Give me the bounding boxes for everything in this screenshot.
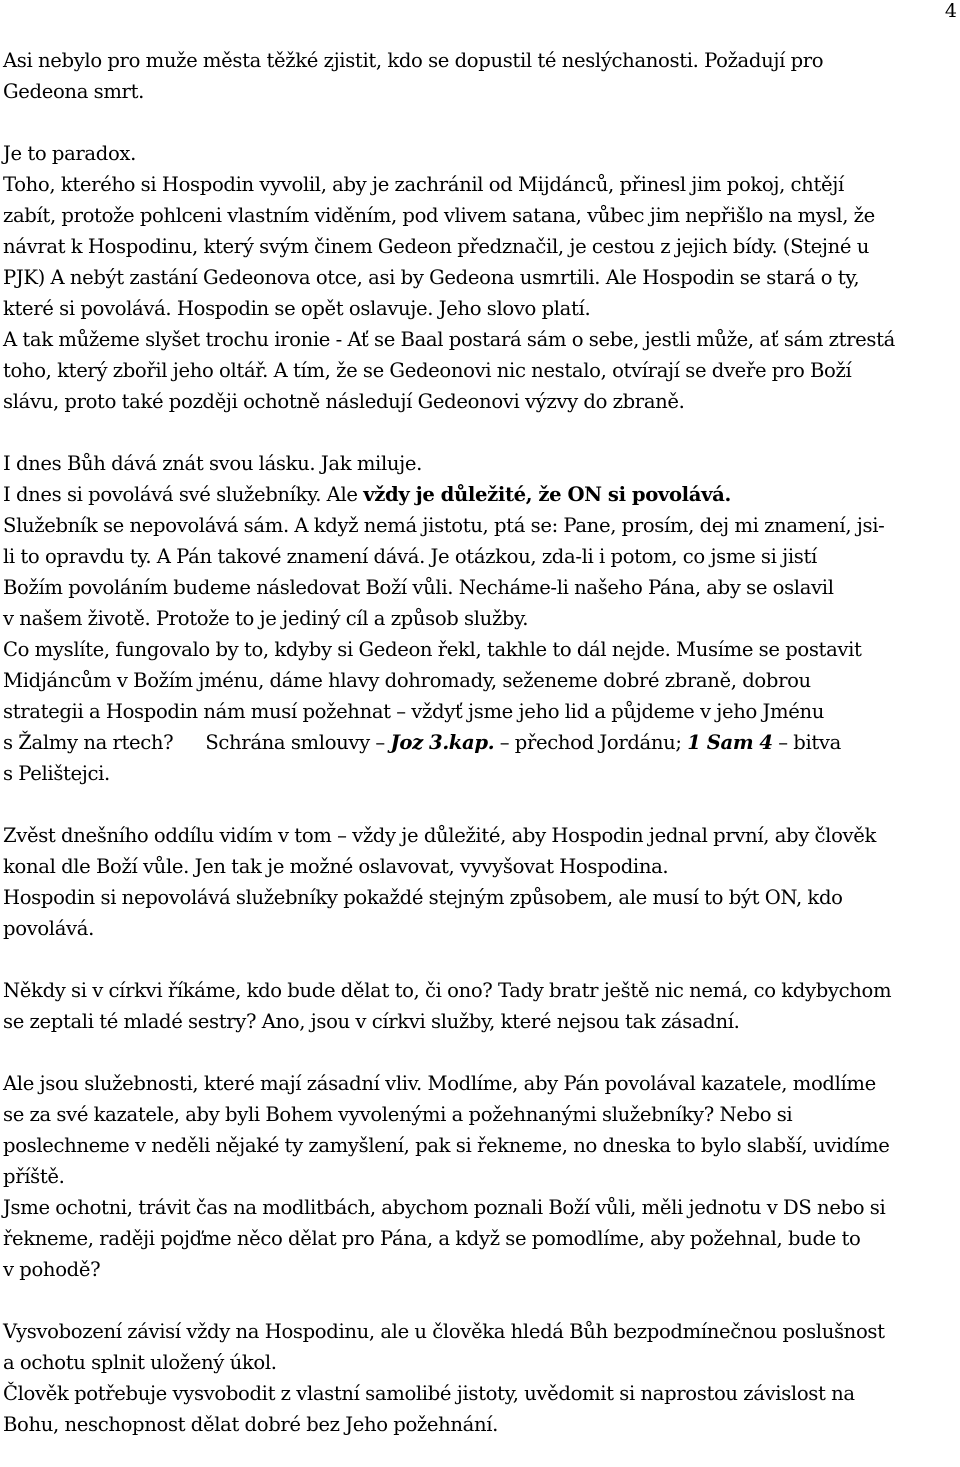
text-line: a ochotu splnit uložený úkol. xyxy=(3,1351,277,1374)
text-line: příště. xyxy=(3,1165,65,1188)
text-line: se zeptali té mladé sestry? Ano, jsou v církvi služby, které nejsou tak zásadní. xyxy=(3,1010,740,1033)
reference-line-ark: Schrána smlouvy – xyxy=(205,731,391,754)
blank-line xyxy=(3,1037,953,1068)
text-line: zabít, protože pohlceni vlastním viděním, pod vlivem satana, vůbec jim nepřišlo na mysl, že xyxy=(3,204,875,227)
blank-line xyxy=(3,789,953,820)
reference-line xyxy=(3,727,953,758)
text-line: v pohodě? xyxy=(3,1258,101,1281)
reference-line-start: s Žalmy na rtech? xyxy=(3,731,174,754)
emphasis-line-bold: vždy je důležité, že ON si povolává. xyxy=(363,483,731,506)
text-line: poslechneme v neděli nějaké ty zamyšlení, pak si řekneme, no dneska to bylo slabší, uvidíme xyxy=(3,1134,890,1157)
text-line: povolává. xyxy=(3,917,94,940)
text-line: A tak můžeme slyšet trochu ironie - Ať se Baal postará sám o sebe, jestli může, ať sám ztrestá xyxy=(3,328,895,351)
text-line: v našem životě. Protože to je jediný cíl a způsob služby. xyxy=(3,607,529,630)
text-line: Co myslíte, fungovalo by to, kdyby si Gedeon řekl, takhle to dál nejde. Musíme se postavit xyxy=(3,638,862,661)
page-number: 4 xyxy=(944,0,957,22)
document-body xyxy=(3,45,953,1440)
text-line: Gedeona smrt. xyxy=(3,80,144,103)
text-line: s Pelištejci. xyxy=(3,762,110,785)
blank-line xyxy=(3,107,953,138)
emphasis-line-text: I dnes si povolává své služebníky. Ale xyxy=(3,483,364,506)
text-block-1 xyxy=(3,45,953,479)
text-line: li to opravdu ty. A Pán takové znamení dává. Je otázkou, zda-li i potom, co jsme si jistí xyxy=(3,545,817,568)
text-line: Někdy si v církvi říkáme, kdo bude dělat to, či ono? Tady bratr ještě nic nemá, co kdybychom xyxy=(3,979,892,1002)
text-line: Toho, kterého si Hospodin vyvolil, aby je zachránil od Mijdánců, přinesl jim pokoj, chtějí xyxy=(3,173,844,196)
text-line: Zvěst dnešního oddílu vidím v tom – vždy je důležité, aby Hospodin jednal první, aby člověk xyxy=(3,824,876,847)
text-line: I dnes Bůh dává znát svou lásku. Jak miluje. xyxy=(3,452,422,475)
text-line: Služebník se nepovolává sám. A když nemá jistotu, ptá se: Pane, prosím, dej mi znamení, jsi- xyxy=(3,514,885,537)
text-line: Asi nebylo pro muže města těžké zjistit, kdo se dopustil té neslýchanosti. Požadují pro xyxy=(3,49,824,72)
text-line: Člověk potřebuje vysvobodit z vlastní samolibé jistoty, uvědomit si naprostou závislost na xyxy=(3,1382,855,1405)
text-line: řekneme, raději pojďme něco dělat pro Pána, a když se pomodlíme, aby požehnal, bude to xyxy=(3,1227,861,1250)
reference-samuel: 1 Sam 4 xyxy=(687,731,773,754)
text-line: Božím povoláním budeme následovat Boží vůli. Necháme-li našeho Pána, aby se oslavil xyxy=(3,576,834,599)
text-line: Jsme ochotni, trávit čas na modlitbách, abychom poznali Boží vůli, měli jednotu v DS nebo si xyxy=(3,1196,886,1219)
text-line: PJK) A nebýt zastání Gedeonova otce, asi by Gedeona usmrtili. Ale Hospodin se stará o ty, xyxy=(3,266,860,289)
text-line: Midjáncům v Božím jménu, dáme hlavy dohromady, seženeme dobré zbraně, dobrou xyxy=(3,669,811,692)
text-block-2 xyxy=(3,510,953,727)
text-line: Vysvobození závisí vždy na Hospodinu, ale u člověka hledá Bůh bezpodmínečnou poslušnost xyxy=(3,1320,885,1343)
reference-line-battle: – bitva xyxy=(772,731,841,754)
text-line: Hospodin si nepovolává služebníky pokaždé stejným způsobem, ale musí to být ON, kdo xyxy=(3,886,843,909)
text-line: konal dle Boží vůle. Jen tak je možné oslavovat, vyvyšovat Hospodina. xyxy=(3,855,669,878)
blank-line xyxy=(3,417,953,448)
text-line: které si povolává. Hospodin se opět oslavuje. Jeho slovo platí. xyxy=(3,297,591,320)
text-line: se za své kazatele, aby byli Bohem vyvolenými a požehnanými služebníky? Nebo si xyxy=(3,1103,793,1126)
text-block-3 xyxy=(3,758,953,1440)
emphasis-line xyxy=(3,479,953,510)
text-line: Bohu, neschopnost dělat dobré bez Jeho požehnání. xyxy=(3,1413,499,1436)
text-line: Ale jsou služebnosti, které mají zásadní vliv. Modlíme, aby Pán povolával kazatele, modlíme xyxy=(3,1072,876,1095)
text-line: strategii a Hospodin nám musí požehnat – vždyť jsme jeho lid a půjdeme v jeho Jménu xyxy=(3,700,825,723)
text-line: návrat k Hospodinu, který svým činem Gedeon předznačil, je cestou z jejich bídy. (Stejné u xyxy=(3,235,870,258)
blank-line xyxy=(3,944,953,975)
reference-joshua: Joz 3.kap. xyxy=(390,731,495,754)
text-line: Je to paradox. xyxy=(3,142,136,165)
blank-line xyxy=(3,1285,953,1316)
text-line: slávu, proto také později ochotně následují Gedeonovi výzvy do zbraně. xyxy=(3,390,685,413)
text-line: toho, který zbořil jeho oltář. A tím, že se Gedeonovi nic nestalo, otvírají se dveře pro Boží xyxy=(3,359,852,382)
reference-line-jordan: – přechod Jordánu; xyxy=(494,731,688,754)
